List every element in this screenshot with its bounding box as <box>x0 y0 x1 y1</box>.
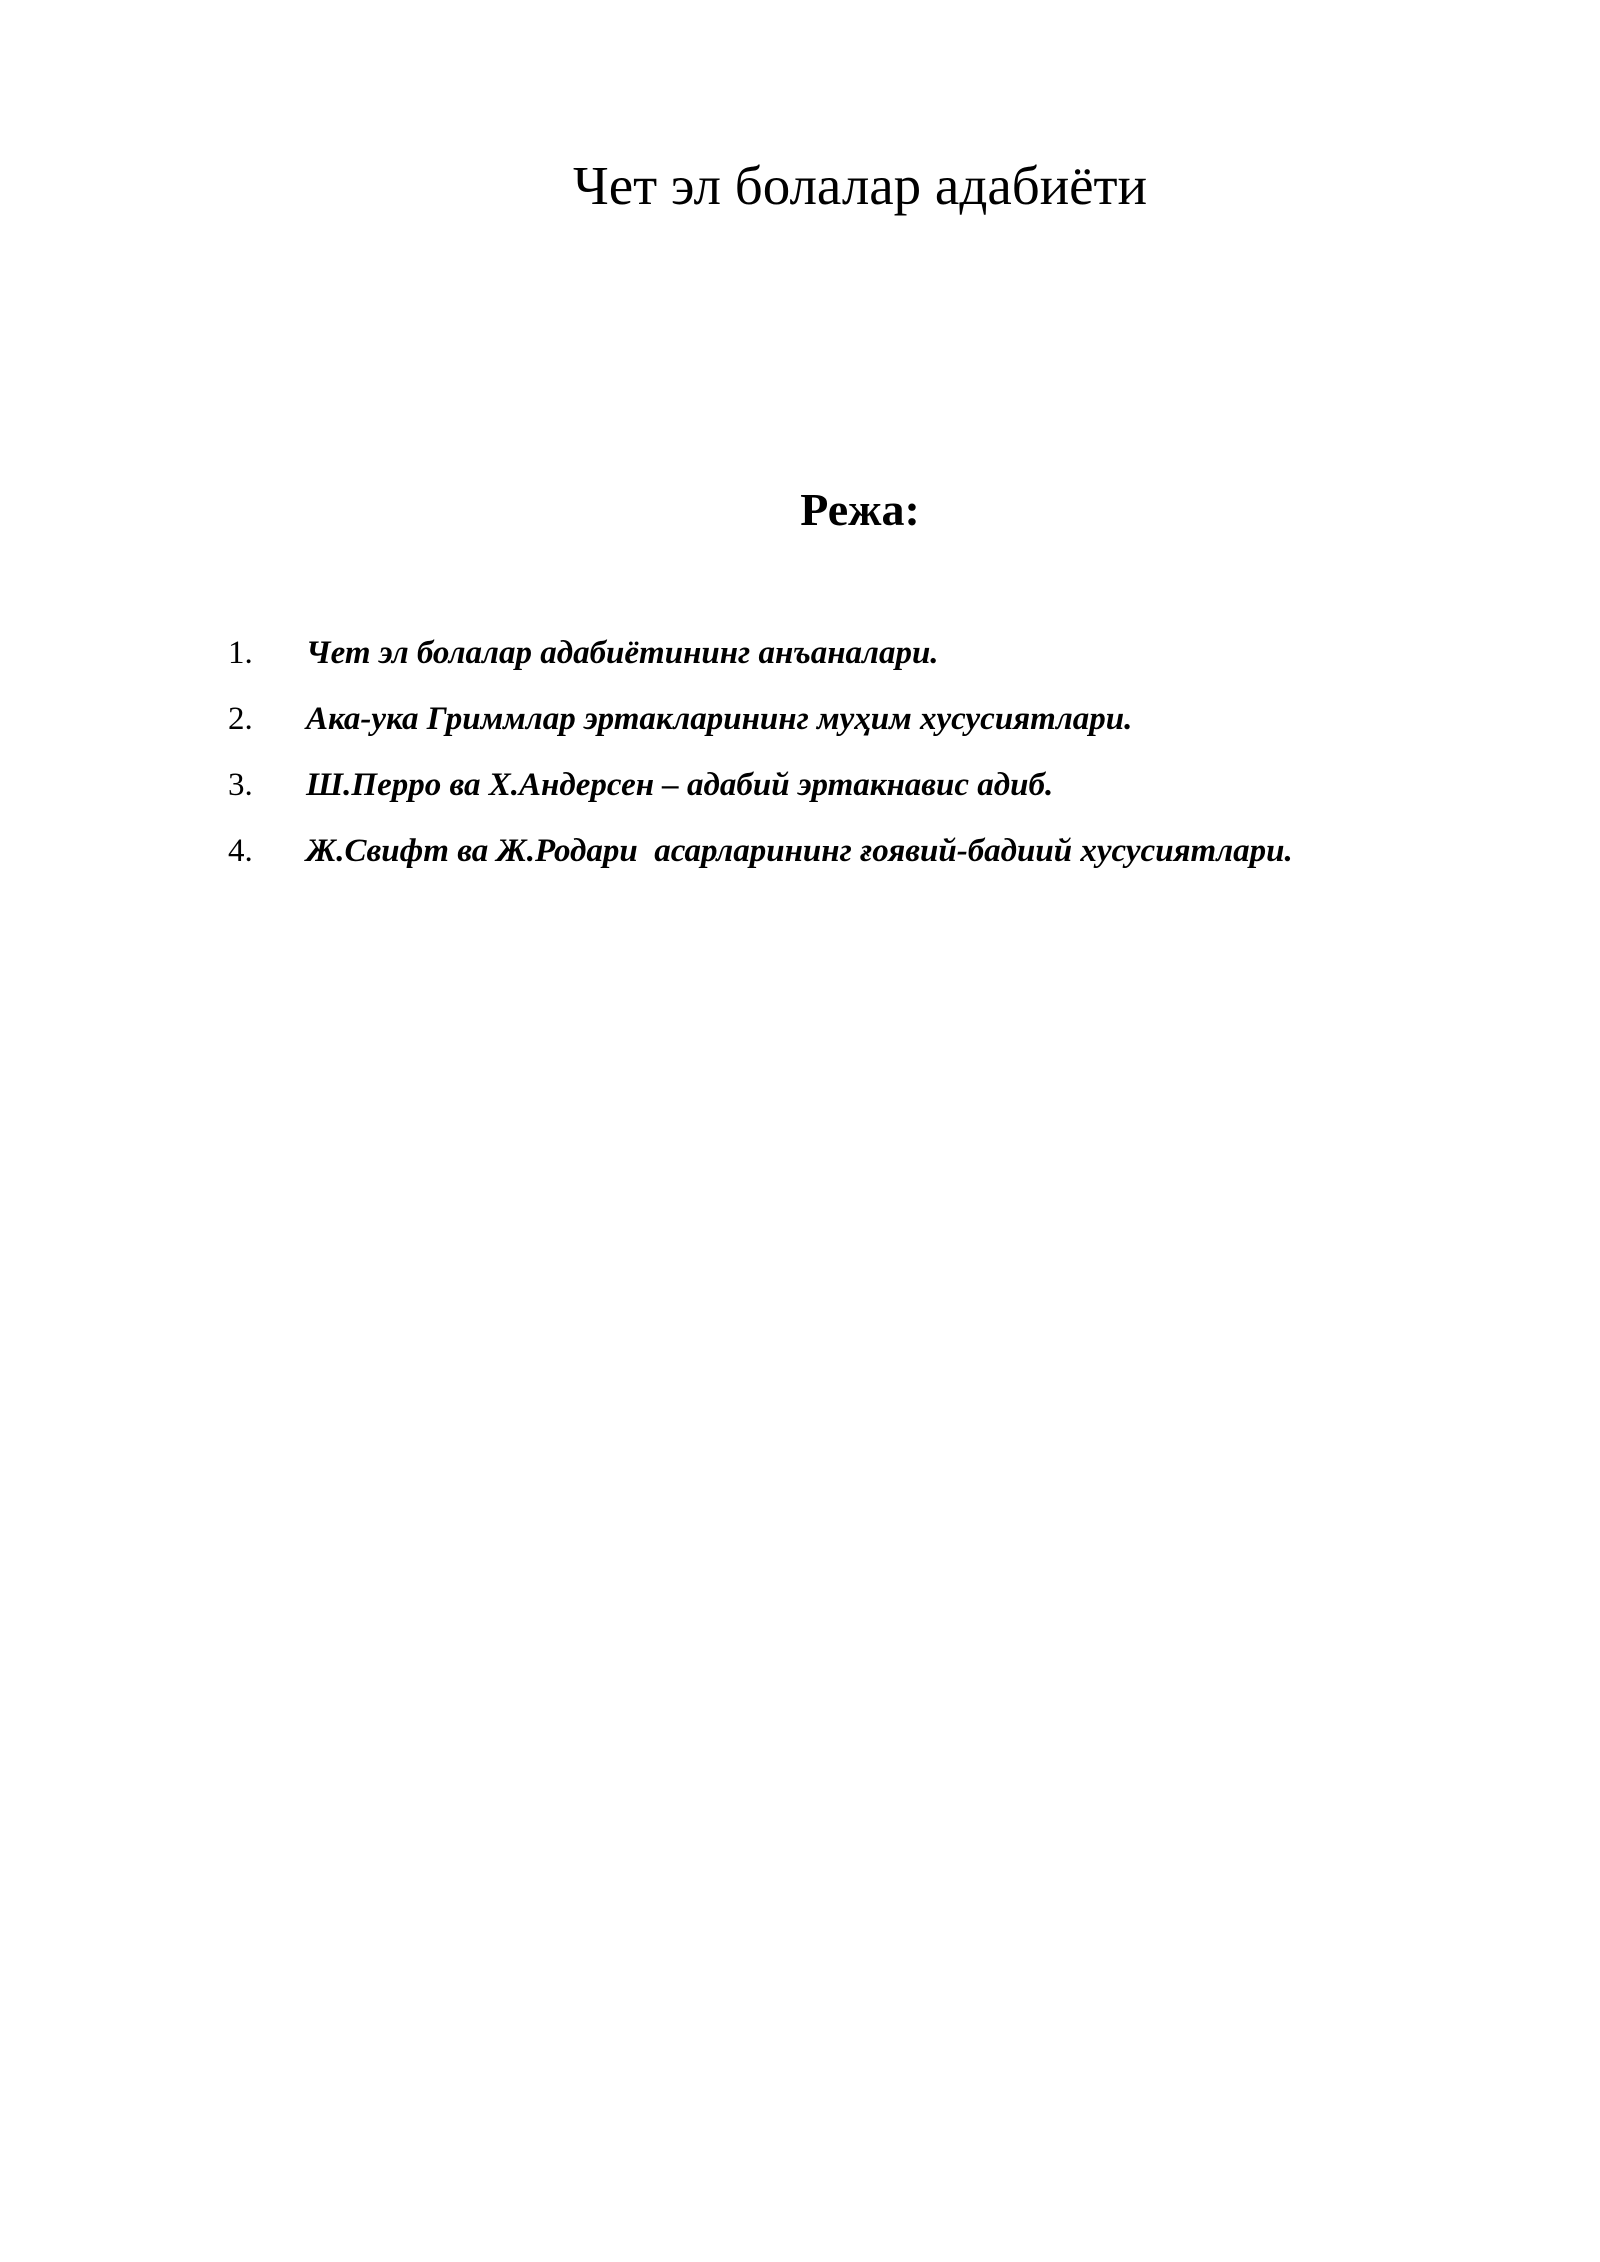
page-title: Чет эл болалар адабиёти <box>572 155 1148 216</box>
plan-item-4 <box>228 818 1528 884</box>
plan-item-number: 2. <box>228 701 253 737</box>
plan-item-text: Ш.Перро ва Х.Андерсен – адабий эртакнавис адиб. <box>306 767 1054 803</box>
plan-item-text: Чет эл болалар адабиётининг анъаналари. <box>306 635 939 671</box>
plan-item-text: Ака-ука Гриммлар эртакларининг муҳим хусусиятлари. <box>306 701 1133 737</box>
plan-item-text: Ж.Свифт ва Ж.Родари асарларининг ғоявий-бадиий хусусиятлари. <box>306 833 1293 869</box>
plan-item-1 <box>228 620 1528 686</box>
plan-list <box>228 620 1528 884</box>
plan-item-3 <box>228 752 1528 818</box>
plan-item-number: 4. <box>228 833 253 869</box>
plan-heading: Режа: <box>800 484 920 535</box>
plan-item-2 <box>228 686 1528 752</box>
plan-item-number: 1. <box>228 635 253 671</box>
plan-item-number: 3. <box>228 767 253 803</box>
